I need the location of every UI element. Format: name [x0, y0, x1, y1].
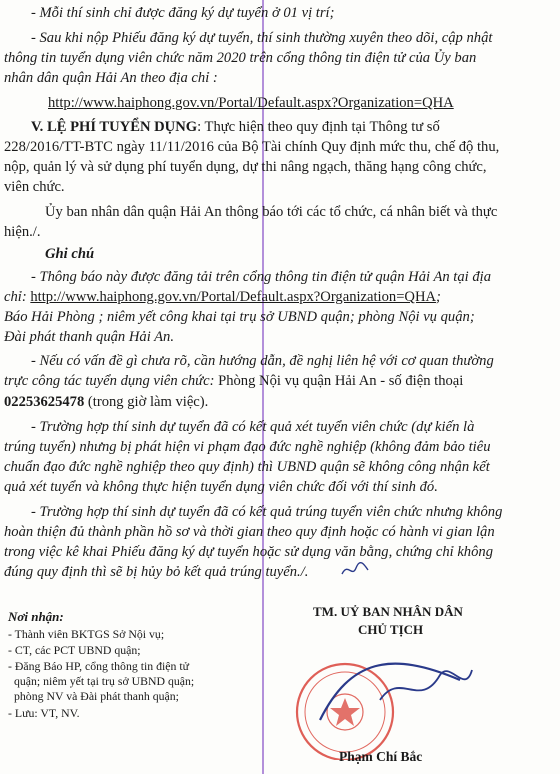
notes-heading: Ghi chú: [45, 246, 95, 262]
phone-number: 02253625478: [4, 394, 85, 410]
note-line-1: - Thông báo này được đăng tải trên cổng thông tin điện tử quận Hải An tại địa: [31, 269, 492, 285]
contact-line-2: [4, 372, 463, 390]
recipient-3c: phòng NV và Đài phát thanh quận;: [14, 689, 179, 703]
note-line-3: Báo Hải Phòng ; niêm yết công khai tại trụ sở UBND quận; phòng Nội vụ quận;: [4, 309, 475, 325]
recipients-title: Nơi nhận:: [8, 609, 64, 624]
note-prefix: chỉ:: [4, 289, 31, 305]
text-line-6: 228/2016/TT-BTC ngày 11/11/2016 của Bộ Tài chính Quy định mức thu, chế độ thu,: [4, 139, 500, 155]
text-line-8: viên chức.: [4, 179, 65, 195]
violation-line-1: - Trường hợp thí sinh dự tuyển đã có kết quả xét tuyển viên chức (dự kiến là: [31, 419, 475, 435]
contact-italic: trực công tác tuyển dụng viên chức:: [4, 373, 219, 389]
portal-link-2[interactable]: http://www.haiphong.gov.vn/Portal/Default.aspx?Organization=QHA: [30, 289, 437, 305]
text-line-3: thông tin tuyển dụng viên chức năm 2020 trên cổng thông tin điện tử của Ủy ban: [4, 50, 477, 66]
signature-title: CHỦ TỊCH: [358, 622, 424, 637]
text-line-10: hiện./.: [4, 224, 41, 240]
violation-line-2: trúng tuyển) nhưng bị phát hiện vi phạm đạo đức nghề nghiệp (không đảm bảo tiêu: [4, 439, 491, 455]
initials-scribble: [340, 560, 370, 580]
contact-line-1: - Nếu có vấn đề gì chưa rõ, cần hướng dẫn, đề nghị liên hệ với cơ quan thường: [31, 353, 494, 369]
contact-line-3: [4, 393, 208, 411]
contact-plain: Phòng Nội vụ quận Hải An - số điện thoại: [218, 373, 464, 389]
violation-line-4: quả xét tuyển và không thực hiện tuyển dụng viên chức đối với thí sinh đó.: [4, 479, 438, 495]
working-hours: (trong giờ làm việc).: [84, 394, 209, 410]
recipient-3: - Đăng Báo HP, cổng thông tin điện tử: [8, 659, 190, 673]
text-line-1: - Mỗi thí sinh chỉ được đăng ký dự tuyển ở 01 vị trí;: [31, 5, 335, 21]
text-line-4: nhân dân quận Hải An theo địa chỉ :: [4, 70, 218, 86]
text-line-7: nộp, quản lý và sử dụng phí tuyển dụng, dự thi nâng ngạch, thăng hạng công chức,: [4, 159, 487, 175]
signer-name: Phạm Chí Bắc: [339, 749, 423, 764]
cancel-line-4: đúng quy định thì sẽ bị hủy bỏ kết quả trúng tuyển./.: [4, 564, 309, 580]
cancel-line-3: trong việc kê khai Phiếu đăng ký dự tuyển hoặc sử dụng văn bằng, chứng chỉ không: [4, 544, 493, 560]
portal-link-1[interactable]: http://www.haiphong.gov.vn/Portal/Default.aspx?Organization=QHA: [48, 95, 454, 111]
recipient-1: - Thành viên BKTGS Sở Nội vụ;: [8, 627, 165, 641]
text-line-9: Ủy ban nhân dân quận Hải An thông báo tới các tổ chức, cá nhân biết và thực: [45, 204, 498, 220]
section-5-rest: : Thực hiện theo quy định tại Thông tư số: [197, 119, 440, 135]
section-5-line: [31, 118, 440, 136]
note-line-2: [4, 288, 441, 306]
text-line-2: - Sau khi nộp Phiếu đăng ký dự tuyển, thí sinh thường xuyên theo dõi, cập nhật: [31, 30, 493, 46]
cancel-line-1: - Trường hợp thí sinh dự tuyển đã có kết quả trúng tuyển viên chức nhưng không: [31, 504, 503, 520]
recipient-4: - Lưu: VT, NV.: [8, 706, 80, 720]
cancel-line-2: hoàn thiện đủ thành phần hồ sơ và thời gian theo quy định hoặc có hành vi gian lận: [4, 524, 495, 540]
recipient-2: - CT, các PCT UBND quận;: [8, 643, 141, 657]
recipient-3b: quận; niêm yết tại trụ sở UBND quận;: [14, 674, 195, 688]
official-seal: [290, 640, 475, 760]
signature-org: TM. UỶ BAN NHÂN DÂN: [313, 604, 463, 619]
note-line-4: Đài phát thanh quận Hải An.: [4, 329, 174, 345]
violation-line-3: chuẩn đạo đức nghề nghiệp theo quy định) thì UBND quận sẽ không công nhận kết: [4, 459, 490, 475]
section-5-heading: V. LỆ PHÍ TUYỂN DỤNG: [31, 119, 198, 135]
note-suffix: ;: [436, 289, 441, 305]
